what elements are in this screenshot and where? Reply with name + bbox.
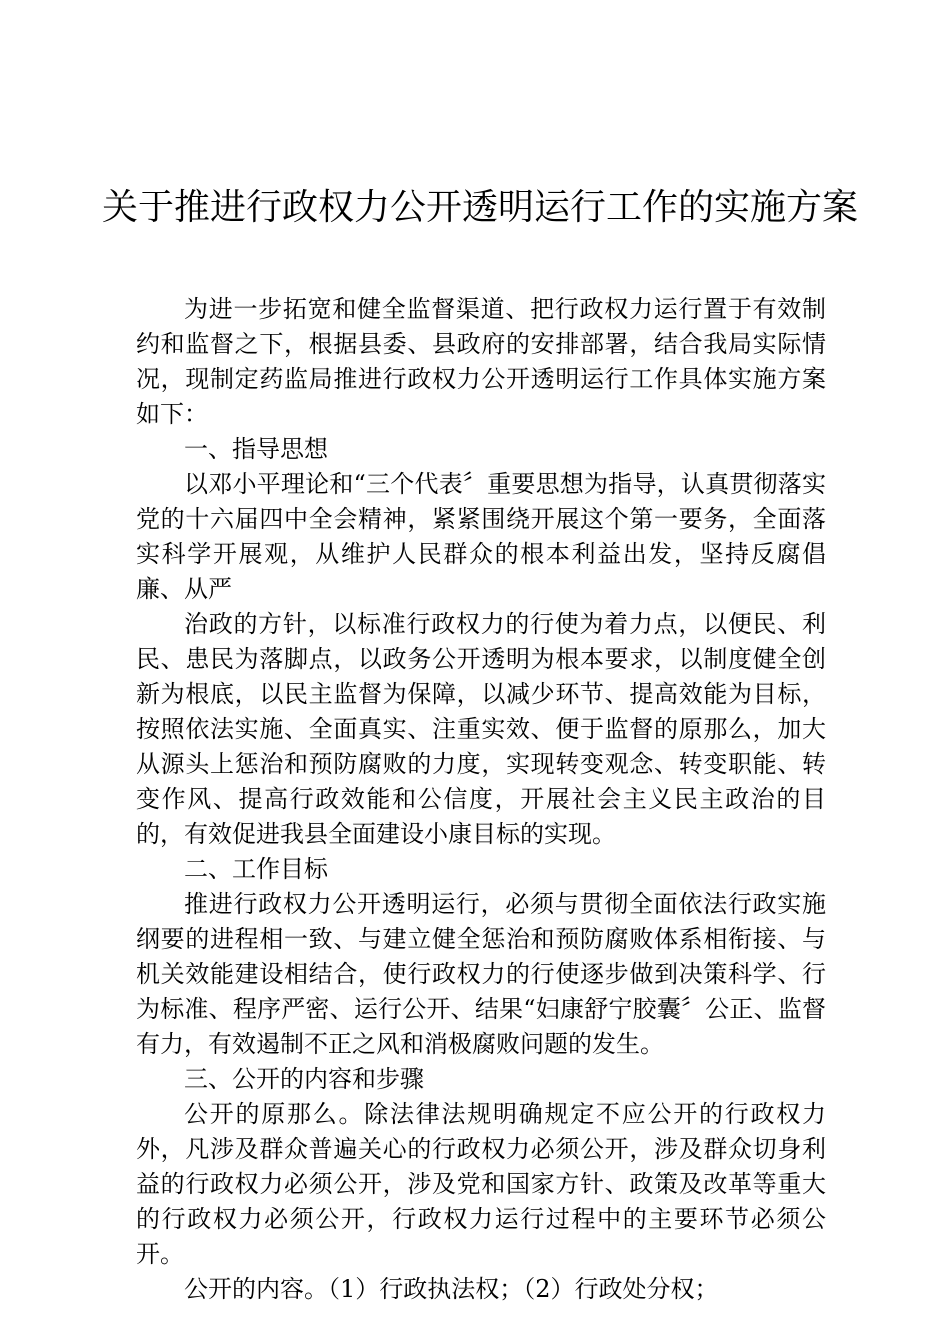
paragraph-work-goals: 推进行政权力公开透明运行，必须与贯彻全面依法行政实施纲要的进程相一致、与建立健全惩治和预防腐败体系相衔接、与机关效能建设相结合，使行政权力的行使逐步做到决策科学、行为标准、程序严密、运行公开、结果“妇康舒宁胶囊〞公正、监督有力，有效遏制不正之风和消极腐败问题的发生。 — [136, 890, 826, 1058]
paragraph-guiding-ideology-continued: 治政的方针，以标准行政权力的行使为着力点，以便民、利民、患民为落脚点，以政务公开透明为根本要求，以制度健全创新为根底，以民主监督为保障，以减少环节、提高效能为目标，按照依法实施、全面真实、注重实效、便于监督的原那么，加大从源头上惩治和预防腐败的力度，实现转变观念、转变职能、转变作风、提高行政效能和公信度，开展社会主义民主政治的目的，有效促进我县全面建设小康目标的实现。 — [136, 610, 826, 848]
paragraph-disclosure-content: 公开的内容。（1）行政执法权；（2）行政处分权； — [184, 1275, 719, 1303]
paragraph-intro: 为进一步拓宽和健全监督渠道、把行政权力运行置于有效制约和监督之下，根据县委、县政府的安排部署，结合我局实际情况，现制定药监局推进行政权力公开透明运行工作具体实施方案如下： — [136, 295, 826, 428]
section-heading-guiding-ideology: 一、指导思想 — [184, 435, 328, 463]
document-body — [136, 292, 826, 1307]
document-title: 关于推进行政权力公开透明运行工作的实施方案 — [101, 187, 858, 228]
paragraph-guiding-ideology: 以邓小平理论和“三个代表〞重要思想为指导，认真贯彻落实党的十六届四中全会精神，紧紧围绕开展这个第一要务，全面落实科学开展观，从维护人民群众的根本利益出发，坚持反腐倡廉、从严 — [136, 470, 826, 603]
section-heading-content-and-steps: 三、公开的内容和步骤 — [184, 1065, 424, 1093]
section-heading-work-goals: 二、工作目标 — [184, 855, 328, 883]
paragraph-disclosure-principle: 公开的原那么。除法律法规明确规定不应公开的行政权力外，凡涉及群众普遍关心的行政权力必须公开，涉及群众切身利益的行政权力必须公开，涉及党和国家方针、政策及改革等重大的行政权力必须公开，行政权力运行过程中的主要环节必须公开。 — [136, 1100, 826, 1268]
